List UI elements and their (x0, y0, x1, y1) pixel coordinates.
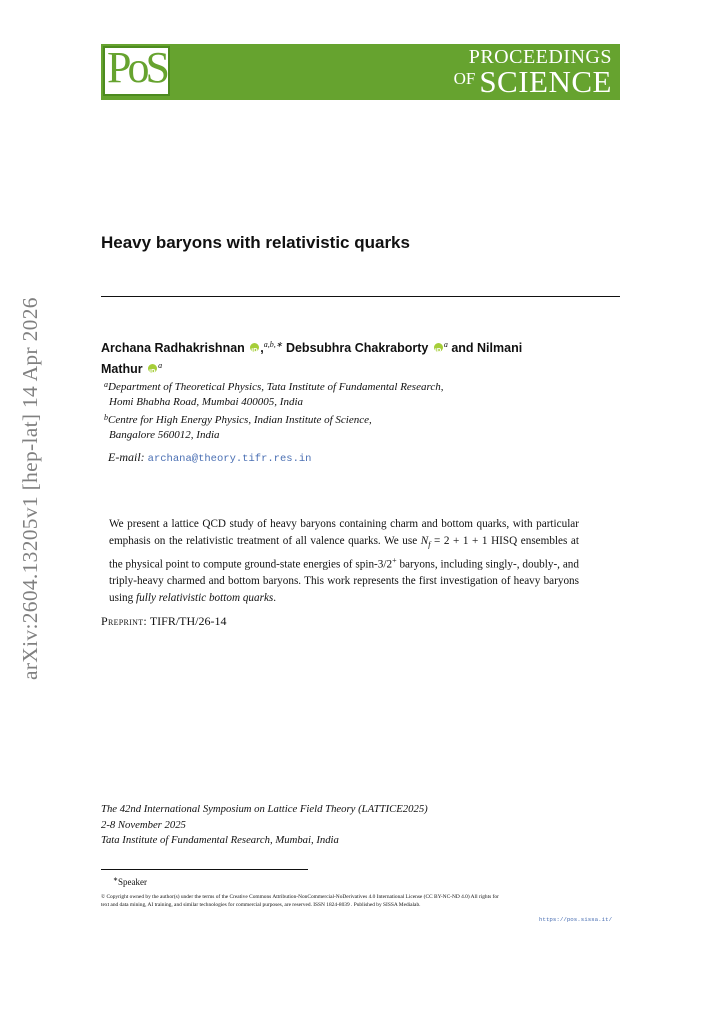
email-row (108, 450, 311, 465)
math-nf-sub: f (428, 539, 431, 549)
paper-title: Heavy baryons with relativistic quarks (101, 233, 410, 252)
conference-info (101, 802, 428, 849)
conference-venue: Tata Institute of Fundamental Research, Mumbai, India (101, 834, 339, 846)
orcid-icon[interactable] (148, 364, 157, 373)
affiliation-text: Bangalore 560012, India (109, 429, 220, 441)
title-rule (101, 296, 620, 297)
orcid-icon[interactable] (250, 343, 259, 352)
affiliations (104, 377, 604, 443)
abstract-text: We present a lattice QCD study of heavy baryons containing charm and bottom quarks, with particular emphasis on the relativistic treatment of all valence quarks. We use (109, 518, 579, 547)
abstract-emphasis: fully relativistic bottom quarks (136, 591, 274, 604)
footnote-text: Speaker (118, 877, 148, 887)
banner-proceedings: PROCEEDINGS (468, 46, 612, 68)
author-name: Mathur (101, 362, 143, 377)
affiliation-text: Department of Theoretical Physics, Tata Institute of Fundamental Research, (108, 381, 444, 393)
preprint-number (101, 614, 227, 629)
affiliation-text: Homi Bhabha Road, Mumbai 400005, India (109, 396, 304, 408)
preprint-value: TIFR/TH/26-14 (149, 614, 227, 628)
banner-science-word: SCIENCE (479, 64, 612, 99)
banner-of: OF (453, 69, 476, 88)
parity-superscript: + (392, 556, 397, 566)
copyright-notice: © Copyright owned by the author(s) under the terms of the Creative Commons Attribution-NonCommercial-NoDerivatives 4.0 International License (CC BY-NC-ND 4.0) All rights for text and data mining, AI training, and similar technologies for commercial purposes, are reserved. ISSN 1824-8039 . Published by SISSA Medialab. (101, 894, 499, 908)
author-name: Debsubhra Chakraborty (285, 341, 429, 356)
pos-url-link[interactable]: https://pos.sissa.it/ (539, 916, 613, 923)
abstract-text: HISQ ensembles at the physical point to compute ground-state energies of spin-3/2 (109, 534, 579, 571)
footnote (113, 876, 147, 887)
author-list: Archana Radhakrishnan iD ,$^{a,b,∗}$ Debsubhra Chakraborty iD $^a$ and Nilmani Mathur iD $^a$ (101, 336, 620, 378)
affiliation-a (104, 377, 604, 395)
preprint-label: Preprint: (101, 614, 148, 628)
abstract-text: . (273, 591, 277, 604)
author-name: Archana Radhakrishnan (101, 341, 245, 356)
proceedings-of-science-banner (101, 44, 620, 100)
abstract-text: baryons, including singly-, doubly-, and triply-heavy charmed and bottom baryons. This work represents the first investigation of heavy baryons using (109, 558, 579, 604)
pos-logo-text: PoS (107, 43, 166, 92)
affiliation-text: Centre for High Energy Physics, Indian Institute of Science, (108, 414, 372, 426)
footnote-rule (101, 869, 308, 870)
orcid-icon[interactable] (434, 343, 443, 352)
affiliation-mark: b (104, 413, 108, 422)
conference-name: The 42nd International Symposium on Lattice Field Theory (LATTICE2025) (101, 803, 428, 815)
abstract (109, 516, 579, 606)
arxiv-identifier-stamp: arXiv:2604.13205v1 [hep-lat] 14 Apr 2026 (18, 297, 42, 680)
pos-logo (103, 43, 170, 96)
affiliation-b (104, 410, 604, 428)
math-nf-value: = 2 + 1 + 1 (430, 534, 488, 547)
author-affiliation-mark: a,b,∗ (263, 340, 283, 349)
author-affiliation-mark: a (443, 340, 448, 349)
email-label: E-mail: (108, 450, 145, 464)
author-affiliation-mark: a (158, 361, 163, 371)
author-conjunction: and Nilmani (451, 341, 523, 356)
footnote-mark: ∗ (113, 877, 119, 883)
affiliation-mark: a (104, 380, 108, 389)
banner-science (454, 64, 612, 100)
math-nf: N (420, 534, 429, 547)
email-link[interactable]: archana@theory.tifr.res.in (147, 453, 312, 465)
conference-dates: 2-8 November 2025 (101, 818, 186, 831)
